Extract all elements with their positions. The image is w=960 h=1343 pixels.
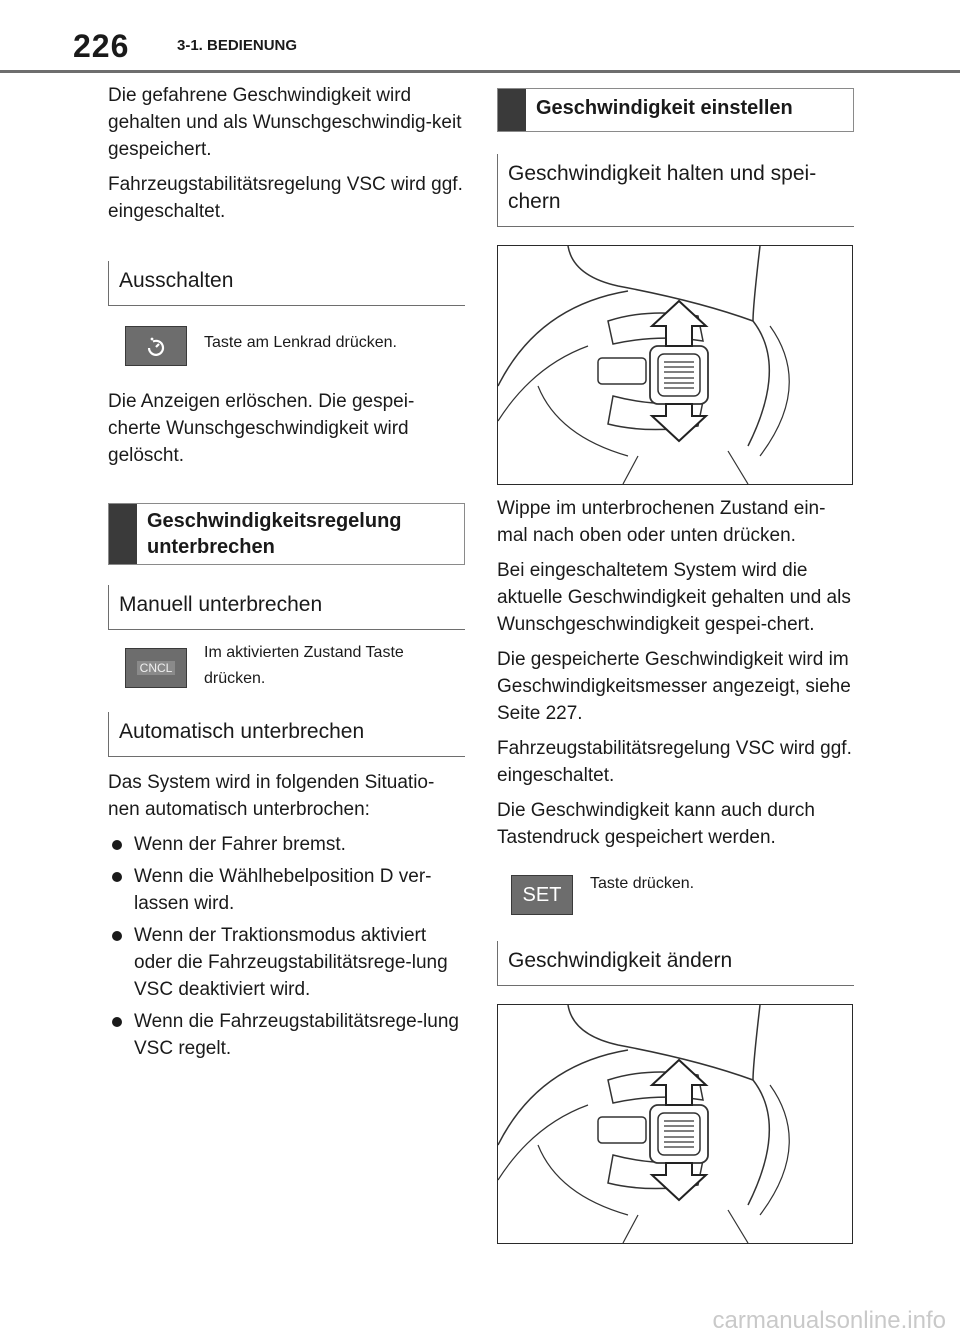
halten-paragraph-2: Bei eingeschaltetem System wird die aktuelle Geschwindigkeit gehalten und als Wunschgeschwindigkeit gespei-chert.: [497, 560, 851, 635]
subheading-aendern: Geschwindigkeit ändern: [497, 941, 854, 986]
subheading-automatisch: Automatisch unterbrechen: [108, 712, 465, 757]
key-row-cncl: [108, 644, 465, 692]
list-item: Wenn der Traktionsmodus aktiviert oder die Fahrzeugstabilitätsrege-lung VSC deaktiviert wird.: [108, 922, 465, 1003]
chapter-title: 3-1. BEDIENUNG: [177, 37, 298, 54]
subheading-ausschalten: Ausschalten: [108, 261, 465, 306]
intro-paragraph-2: Fahrzeugstabilitätsregelung VSC wird ggf. eingeschaltet.: [108, 174, 463, 222]
halten-paragraph-4: Fahrzeugstabilitätsregelung VSC wird ggf. eingeschaltet.: [497, 738, 852, 786]
section-title-einstellen: Geschwindigkeit einstellen: [536, 97, 793, 119]
set-key-label: SET: [522, 883, 562, 906]
key-row-set: [497, 875, 854, 915]
steering-rocker-icon: [498, 246, 852, 484]
key-caption-ausschalten: Taste am Lenkrad drücken.: [204, 334, 397, 351]
halten-paragraph-3: Die gespeicherte Geschwindigkeit wird im Geschwindigkeitsmesser angezeigt, siehe Seite 227.: [497, 649, 851, 724]
subheading-manuell: Manuell unterbrechen: [108, 585, 465, 630]
section-unterbrechen: [108, 503, 465, 565]
watermark: carmanualsonline.info: [712, 1307, 946, 1334]
intro-paragraph-1: Die gefahrene Geschwindigkeit wird gehalten und als Wunschgeschwindig-keit gespeichert.: [108, 85, 462, 160]
cruise-control-icon: [144, 334, 168, 358]
halten-paragraph-5: Die Geschwindigkeit kann auch durch Tastendruck gespeichert werden.: [497, 800, 815, 848]
set-key: [511, 875, 573, 915]
automatisch-intro: Das System wird in folgenden Situatio-nen automatisch unterbrochen:: [108, 772, 435, 820]
key-row-ausschalten: [108, 326, 465, 366]
cncl-key: [125, 648, 187, 688]
page-number: 226: [73, 28, 130, 64]
left-column: [108, 82, 465, 1067]
steering-rocker-icon: [498, 1005, 852, 1243]
list-item: Wenn der Fahrer bremst.: [108, 831, 465, 858]
halten-paragraph-1: Wippe im unterbrochenen Zustand ein-mal nach oben oder unten drücken.: [497, 498, 826, 546]
section-einstellen: [497, 88, 854, 132]
header-divider: [0, 70, 960, 73]
list-item: Wenn die Fahrzeugstabilitätsrege-lung VSC regelt.: [108, 1008, 465, 1062]
section-bar-marker: [498, 89, 526, 131]
key-caption-set: Taste drücken.: [590, 875, 695, 892]
subheading-halten: Geschwindigkeit halten und spei-chern: [497, 154, 854, 227]
ausschalten-result: Die Anzeigen erlöschen. Die gespei-cherte Wunschgeschwindigkeit wird gelöscht.: [108, 391, 415, 466]
cruise-off-key: [125, 326, 187, 366]
section-bar-marker: [109, 504, 137, 564]
steering-wheel-illustration-2: [497, 1004, 853, 1244]
automatisch-list: [108, 831, 465, 1062]
steering-wheel-illustration-1: [497, 245, 853, 485]
section-title-unterbrechen: Geschwindigkeitsregelung unterbrechen: [147, 510, 402, 558]
right-column: [497, 88, 854, 1244]
cncl-key-label: CNCL: [137, 661, 176, 675]
key-caption-cncl: Im aktivierten Zustand Taste drücken.: [204, 644, 404, 687]
list-item: Wenn die Wählhebelposition D ver-lassen wird.: [108, 863, 465, 917]
